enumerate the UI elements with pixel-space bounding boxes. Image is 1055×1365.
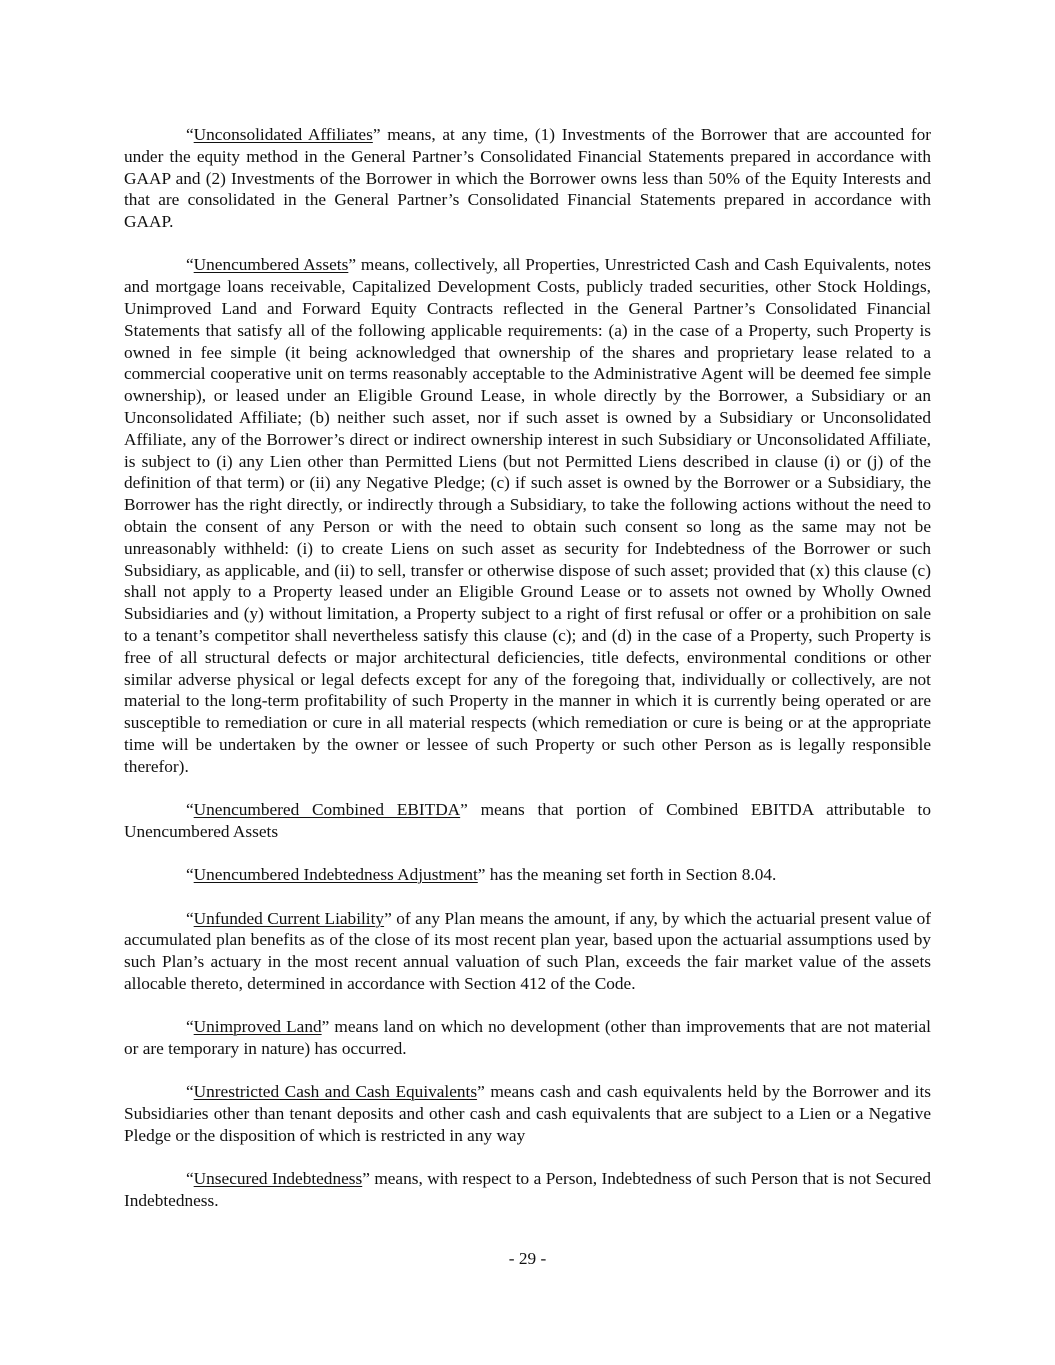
definition-text: of any Plan means the amount, if any, by which the actuarial present value of accumulated plan benefits as of the close of its most recent plan year, based upon the actuarial assumptions used by such Plan’s actuary in the most recent annual valuation of such Plan, exceeds the fair market value of the assets allocable thereto, determined in accordance with Section 412 of the Code. <box>124 908 931 993</box>
definition-unencumbered-assets: “Unencumbered Assets” means, collectively, all Properties, Unrestricted Cash and Cash Equivalents, notes and mortgage loans receivable, Capitalized Development Costs, publicly traded securities, other Stock Holdings, Unimproved Land and Forward Equity Contracts reflected in the General Partner’s Consolidated Financial Statements that satisfy all of the following applicable requirements: (a) in the case of a Property, such Property is owned in fee simple (it being acknowledged that ownership of the shares and proprietary lease related to a commercial cooperative unit on terms reasonably acceptable to the Administrative Agent will be deemed fee simple ownership), or leased under an Eligible Ground Lease, in whole directly by the Borrower, a Subsidiary or an Unconsolidated Affiliate; (b) neither such asset, nor if such asset is owned by a Subsidiary or Unconsolidated Affiliate, any of the Borrower’s direct or indirect ownership interest in such Subsidiary or Unconsolidated Affiliate, is subject to (i) any Lien other than Permitted Liens (but not Permitted Liens described in clause (i) or (j) of the definition of that term) or (ii) any Negative Pledge; (c) if such asset is owned by the Borrower or a Subsidiary, the Borrower has the right directly, or indirectly through a Subsidiary, to take the following actions without the need to obtain the consent of any Person or with the need to obtain such consent so long as the same may not be unreasonably withheld: (i) to create Liens on such asset as security for Indebtedness of the Borrower or such Subsidiary, as applicable, and (ii) to sell, transfer or otherwise dispose of such asset; provided that (x) this clause (c) shall not apply to a Property leased under an Eligible Ground Lease or to assets not owned by Wholly Owned Subsidiaries and (y) without limitation, a Property subject to a right of first refusal or offer or a prohibition on sale to a tenant’s competitor shall nevertheless satisfy this clause (c); and (d) in the case of a Property, such Property is free of all structural defects or major architectural deficiencies, title defects, environmental conditions or other similar adverse physical or legal defects except for any of the foregoing that, individually or collectively, are not material to the long-term profitability of such Property in the manner in which it is currently being operated or are susceptible to remediation or cure in all material respects (which remediation or cure is being or at the appropriate time will be undertaken by the owner or lessee of such Property or such other Person as is legally responsible therefor). <box>124 255 931 776</box>
definition-text: means, with respect to a Person, Indebtedness of such Person that is not Secured Indebtedness. <box>124 1169 931 1210</box>
definition-unfunded-current-liability: “Unfunded Current Liability” of any Plan means the amount, if any, by which the actuarial present value of accumulated plan benefits as of the close of its most recent plan year, based upon the actuarial assumptions used by such Plan’s actuary in the most recent annual valuation of such Plan, exceeds the fair market value of the assets allocable thereto, determined in accordance with Section 412 of the Code. <box>124 908 931 993</box>
defined-term: Unencumbered Indebtedness Adjustment <box>193 865 478 885</box>
defined-term: Unsecured Indebtedness <box>193 1169 363 1189</box>
definition-unconsolidated-affiliates: “Unconsolidated Affiliates” means, at any time, (1) Investments of the Borrower that are accounted for under the equity method in the General Partner’s Consolidated Financial Statements prepared in accordance with GAAP and (2) Investments of the Borrower in which the Borrower owns less than 50% of the Equity Interests and that are consolidated in the General Partner’s Consolidated Financial Statements prepared in accordance with GAAP. <box>124 125 932 232</box>
definition-text: has the meaning set forth in Section 8.04. <box>485 865 777 885</box>
defined-term: Unfunded Current Liability <box>193 908 385 928</box>
definition-unencumbered-combined-ebitda: “Unencumbered Combined EBITDA” means that portion of Combined EBITDA attributable to Unencumbered Assets <box>124 800 931 841</box>
defined-term: Unencumbered Assets <box>193 255 349 275</box>
definition-unsecured-indebtedness: “Unsecured Indebtedness” means, with respect to a Person, Indebtedness of such Person that is not Secured Indebtedness. <box>124 1169 931 1210</box>
definition-unencumbered-indebtedness-adjustment: “Unencumbered Indebtedness Adjustment” has the meaning set forth in Section 8.04. <box>186 865 777 885</box>
definition-text: means, at any time, (1) Investments of the Borrower that are accounted for under the equity method in the General Partner’s Consolidated Financial Statements prepared in accordance with GAAP and (2) Investments of the Borrower in which the Borrower owns less than 50% of the Equity Interests and that are consolidated in the General Partner’s Consolidated Financial Statements prepared in accordance with GAAP. <box>124 125 932 232</box>
defined-term: Unimproved Land <box>193 1017 322 1037</box>
page-body <box>124 124 931 1233</box>
definition-text: means land on which no development (other than improvements that are not material or are temporary in nature) has occurred. <box>124 1017 931 1058</box>
definition-unrestricted-cash: “Unrestricted Cash and Cash Equivalents” means cash and cash equivalents held by the Borrower and its Subsidiaries other than tenant deposits and other cash and cash equivalents that are subject to a Lien or a Negative Pledge or the disposition of which is restricted in any way <box>124 1082 932 1145</box>
definition-text: means cash and cash equivalents held by the Borrower and its Subsidiaries other than tenant deposits and other cash and cash equivalents that are subject to a Lien or a Negative Pledge or the disposition of which is restricted in any way <box>124 1082 932 1145</box>
page-number: - 29 - <box>508 1249 547 1268</box>
defined-term: Unencumbered Combined EBITDA <box>193 800 461 820</box>
defined-term: Unrestricted Cash and Cash Equivalents <box>193 1082 478 1102</box>
definition-text: means, collectively, all Properties, Unrestricted Cash and Cash Equivalents, notes and mortgage loans receivable, Capitalized Development Costs, publicly traded securities, other Stock Holdings, Unimproved Land and Forward Equity Contracts reflected in the General Partner’s Consolidated Financial Statements that satisfy all of the following applicable requirements: (a) in the case of a Property, such Property is owned in fee simple (it being acknowledged that ownership of the shares and proprietary lease related to a commercial cooperative unit on terms reasonably acceptable to the Administrative Agent will be deemed fee simple ownership), or leased under an Eligible Ground Lease, in whole directly by the Borrower, a Subsidiary or an Unconsolidated Affiliate; (b) neither such asset, nor if such asset is owned by a Subsidiary or Unconsolidated Affiliate, any of the Borrower’s direct or indirect ownership interest in such Subsidiary or Unconsolidated Affiliate, is subject to (i) any Lien other than Permitted Liens (but not Permitted Liens described in clause (i) or (j) of the definition of that term) or (ii) any Negative Pledge; (c) if such asset is owned by the Borrower or a Subsidiary, the Borrower has the right directly, or indirectly through a Subsidiary, to take the following actions without the need to obtain the consent of any Person or with the need to obtain such consent so long as the same may not be unreasonably withheld: (i) to create Liens on such asset as security for Indebtedness of the Borrower or such Subsidiary, as applicable, and (ii) to sell, transfer or otherwise dispose of such asset; provided that (x) this clause (c) shall not apply to a Property leased under an Eligible Ground Lease or to assets not owned by Wholly Owned Subsidiaries and (y) without limitation, a Property subject to a right of first refusal or offer or a prohibition on sale to a tenant’s competitor shall nevertheless satisfy this clause (c); and (d) in the case of a Property, such Property is free of all structural defects or major architectural deficiencies, title defects, environmental conditions or other similar adverse physical or legal defects except for any of the foregoing that, individually or collectively, are not material to the long-term profitability of such Property in the manner in which it is currently being operated or are susceptible to remediation or cure in all material respects (which remediation or cure is being or at the appropriate time will be undertaken by the owner or lessee of such Property or such other Person as is legally responsible therefor). <box>124 255 931 776</box>
defined-term: Unconsolidated Affiliates <box>193 125 373 144</box>
definition-text: means that portion of Combined EBITDA attributable to Unencumbered Assets <box>124 800 931 841</box>
definition-unimproved-land: “Unimproved Land” means land on which no development (other than improvements that are not material or are temporary in nature) has occurred. <box>124 1017 931 1058</box>
